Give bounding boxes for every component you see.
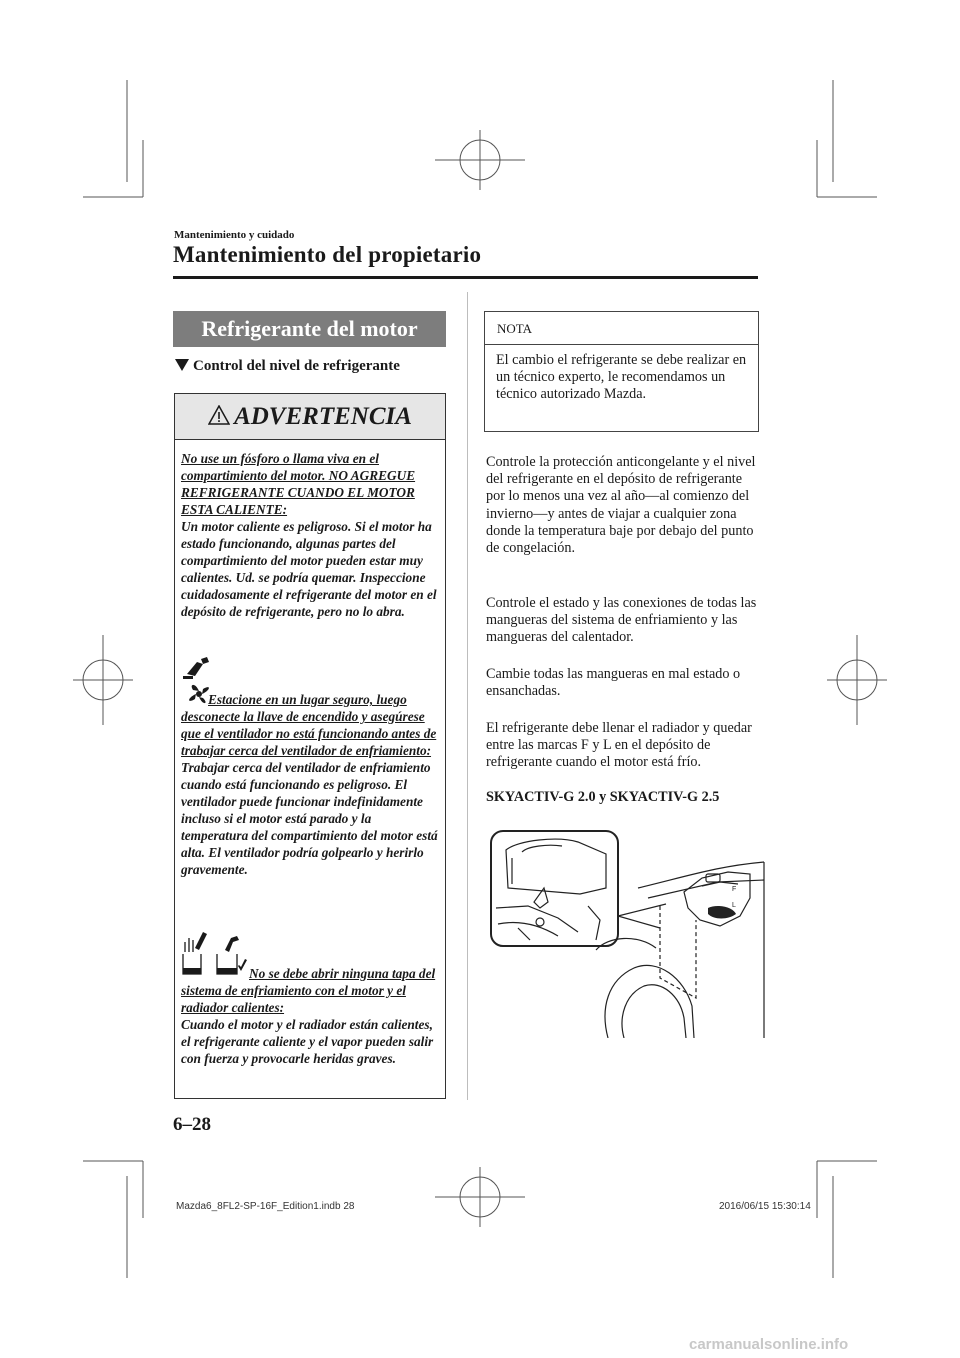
- note-box: [484, 311, 759, 432]
- subheading: [175, 358, 400, 375]
- paragraph-hoses: Controle el estado y las conexiones de todas las mangueras del sistema de enfriamiento y las mangueras del calentador.: [486, 595, 757, 646]
- header-rule: [173, 276, 758, 279]
- footer-file: Mazda6_8FL2-SP-16F_Edition1.indb 28: [176, 1201, 355, 1212]
- subheading-text: Control del nivel de refrigerante: [193, 358, 400, 374]
- page-title: Mantenimiento del propietario: [173, 242, 482, 267]
- warning-1-heading: No use un fósforo o llama viva en el compartimiento del motor. NO AGREGUE REFRIGERANTE CUANDO EL MOTOR ESTA CALIENTE:: [181, 451, 416, 517]
- engine-label: SKYACTIV-G 2.0 y SKYACTIV-G 2.5: [486, 789, 720, 805]
- section-label: Mantenimiento y cuidado: [174, 229, 295, 241]
- note-text: El cambio el refrigerante se debe realizar en un técnico experto, le recomendamos un técnico autorizado Mazda.: [496, 352, 747, 403]
- section-banner: Refrigerante del motor: [173, 311, 446, 347]
- triangle-bullet-icon: [175, 359, 189, 371]
- warning-3-body: Cuando el motor y el radiador están calientes, el refrigerante caliente y el vapor pueden salir con fuerza y provocarle heridas graves.: [181, 1017, 434, 1066]
- paragraph-antifreeze: Controle la protección anticongelante y el nivel del refrigerante en el depósito de refrigerante por lo menos una vez al año—al comienzo del invierno—y antes de viajar a cualquier zona donde la temperatura baje por debajo del punto de congelación.: [486, 454, 756, 557]
- full-mark-label: F: [732, 886, 737, 893]
- note-rule: [485, 344, 758, 345]
- warning-2-heading: Estacione en un lugar seguro, luego desconecte la llave de encendido y asegúrese que el ventilador no está funcionando antes de trabajar cerca del ventilador de enfriamiento:: [181, 692, 437, 758]
- warning-3: [181, 965, 441, 1067]
- warning-3-heading: No se debe abrir ninguna tapa del sistema de enfriamiento con el motor y el radiador calientes:: [181, 966, 436, 1015]
- column-divider: [467, 292, 468, 1100]
- page-number: 6–28: [173, 1114, 211, 1135]
- warning-box: [174, 393, 446, 1099]
- warning-triangle-icon: [208, 405, 230, 430]
- paragraph-replace-hoses: Cambie todas las mangueras en mal estado o ensanchadas.: [486, 666, 741, 700]
- warning-2: [181, 691, 441, 878]
- warning-1: [181, 450, 441, 620]
- warning-header: [175, 394, 445, 440]
- watermark: carmanualsonline.info: [689, 1336, 849, 1353]
- warning-title: ADVERTENCIA: [234, 403, 412, 430]
- footer-date: 2016/06/15 15:30:14: [719, 1201, 811, 1212]
- coolant-reservoir-diagram: [488, 828, 770, 1038]
- warning-2-body: Trabajar cerca del ventilador de enfriamiento cuando está funcionando es peligroso. El ventilador puede funcionar indefinidamente incluso si el motor está parado y la temperatura del compartimiento del motor está alta. El ventilador podría golpearlo y herirlo gravemente.: [181, 760, 438, 877]
- note-title: NOTA: [497, 321, 533, 336]
- paragraph-level: El refrigerante debe llenar el radiador y quedar entre las marcas F y L en el depósito de refrigerante cuando el motor está frío.: [486, 720, 752, 771]
- low-mark-label: L: [732, 902, 736, 909]
- warning-1-body: Un motor caliente es peligroso. Si el motor ha estado funcionando, algunas partes del compartimiento del motor pueden estar muy calientes. Ud. se podría quemar. Inspeccione cuidadosamente el refrigerante del motor en el depósito de refrigerante, pero no lo abra.: [181, 519, 437, 619]
